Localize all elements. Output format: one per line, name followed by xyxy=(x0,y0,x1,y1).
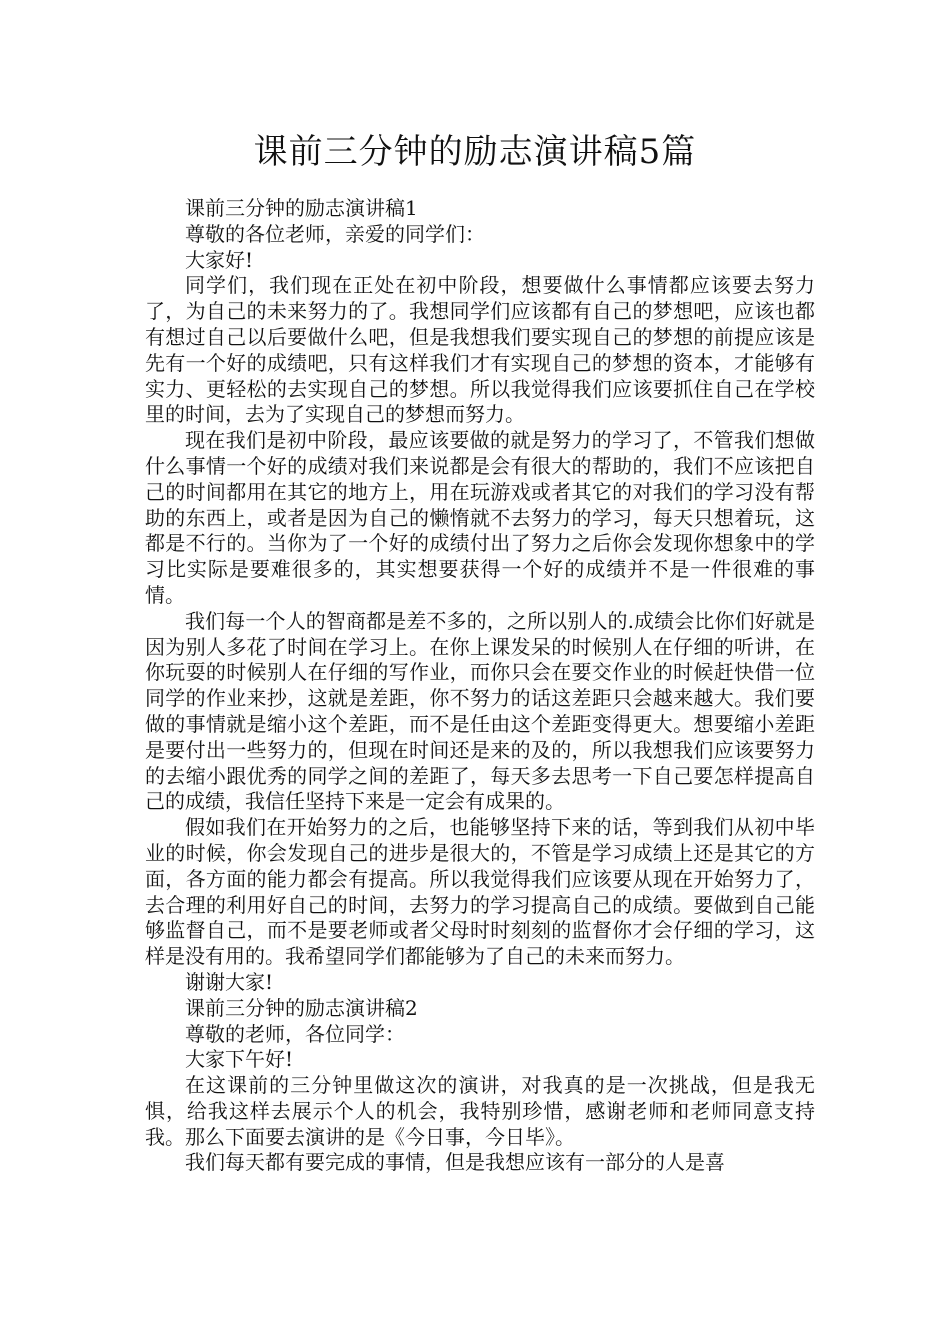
speech-heading: 课前三分钟的励志演讲稿2 xyxy=(185,995,418,1020)
document-body xyxy=(145,196,815,1176)
closing: 谢谢大家! xyxy=(185,969,274,994)
document-title: 课前三分钟的励志演讲稿5篇 xyxy=(253,132,697,172)
body-paragraph: 我们每天都有要完成的事情，但是我想应该有一部分的人是喜 xyxy=(185,1150,725,1175)
salutation: 尊敬的老师，各位同学： xyxy=(185,1021,405,1046)
body-paragraph: 我们每一个人的智商都是差不多的，之所以别人的.成绩会比你们好就是因为别人多花了时间在学习上。在你上课发呆的时候别人在仔细的听讲，在你玩耍的时候别人在仔细的写作业，而你只会在要交作业的时候赶快借一位同学的作业来抄，这就是差距，你不努力的话这差距只会越来越大。我们要做的事情就是缩小这个差距，而不是任由这个差距变得更大。想要缩小差距是要付出一些努力的，但现在时间还是来的及的，所以我想我们应该要努力的去缩小跟优秀的同学之间的差距了，每天多去思考一下自己要怎样提高自己的成绩，我信任坚持下来是一定会有成果的。 xyxy=(145,608,815,814)
body-paragraph: 同学们，我们现在正处在初中阶段，想要做什么事情都应该要去努力了，为自己的未来努力的了。我想同学们应该都有自己的梦想吧，应该也都有想过自己以后要做什么吧，但是我想我们要实现自己的梦想的前提应该是先有一个好的成绩吧，只有这样我们才有实现自己的梦想的资本，才能够有实力、更轻松的去实现自己的梦想。所以我觉得我们应该要抓住自己在学校里的时间，去为了实现自己的梦想而努力。 xyxy=(145,273,815,427)
greeting: 大家下午好! xyxy=(185,1047,294,1072)
body-paragraph: 现在我们是初中阶段，最应该要做的就是努力的学习了，不管我们想做什么事情一个好的成绩对我们来说都是会有很大的帮助的，我们不应该把自己的时间都用在其它的地方上，用在玩游戏或者其它的对我们的学习没有帮助的东西上，或者是因为自己的懒惰就不去努力的学习，每天只想着玩，这都是不行的。当你为了一个好的成绩付出了努力之后你会发现你想象中的学习比实际是要难很多的，其实想要获得一个好的成绩并不是一件很难的事情。 xyxy=(145,428,815,607)
body-paragraph: 在这课前的三分钟里做这次的演讲，对我真的是一次挑战，但是我无惧，给我这样去展示个人的机会，我特别珍惜，感谢老师和老师同意支持我。那么下面要去演讲的是《今日事，今日毕》。 xyxy=(145,1073,815,1149)
salutation: 尊敬的各位老师，亲爱的同学们： xyxy=(185,221,485,246)
greeting: 大家好! xyxy=(185,247,254,272)
speech-heading: 课前三分钟的励志演讲稿1 xyxy=(185,196,418,220)
body-paragraph: 假如我们在开始努力的之后，也能够坚持下来的话，等到我们从初中毕业的时候，你会发现自己的进步是很大的，不管是学习成绩上还是其它的方面，各方面的能力都会有提高。所以我觉得我们应该要从现在开始努力了，去合理的利用好自己的时间，去努力的学习提高自己的成绩。要做到自己能够监督自己，而不是要老师或者父母时时刻刻的监督你才会仔细的学习，这样是没有用的。我希望同学们都能够为了自己的未来而努力。 xyxy=(145,815,815,969)
